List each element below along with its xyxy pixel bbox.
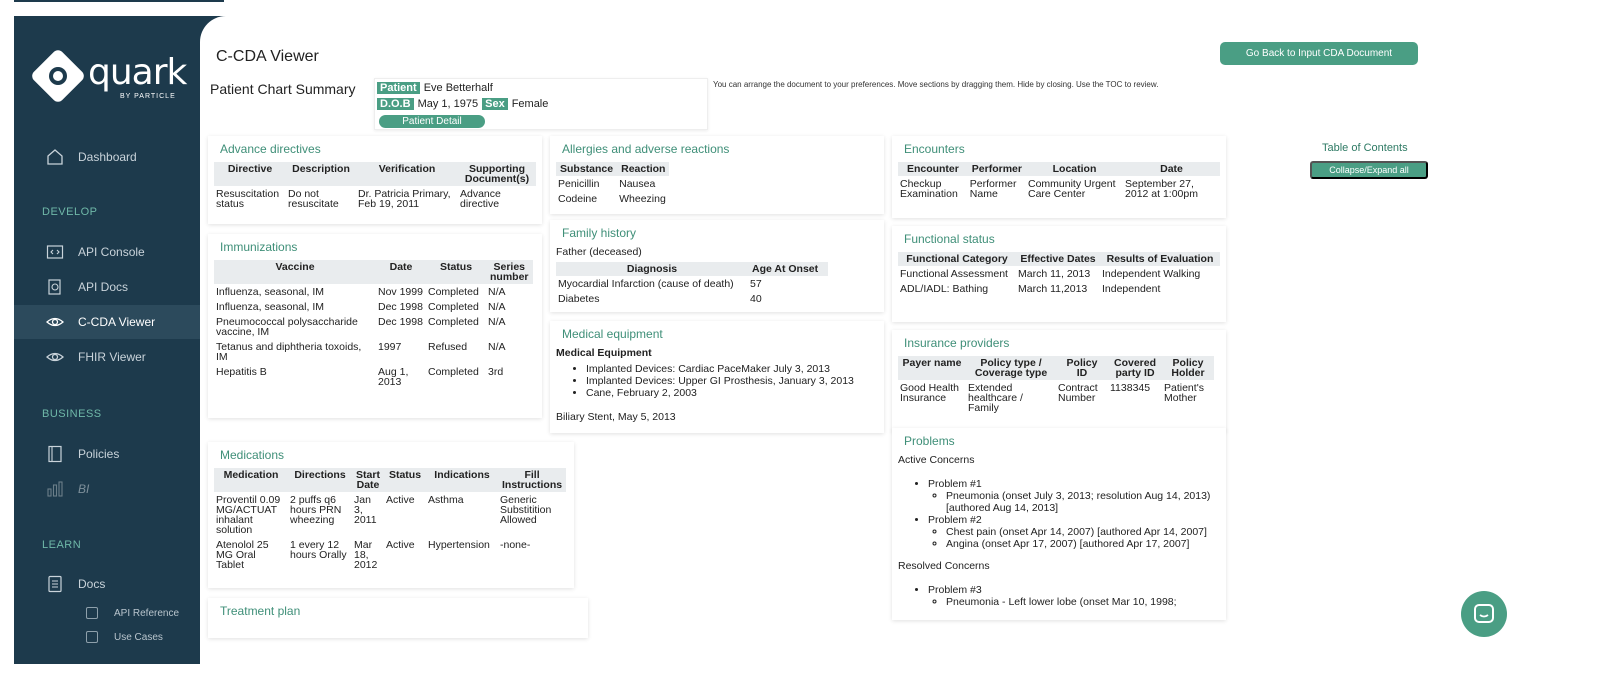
table-cell: N/A [488,341,506,353]
table-cell: Contract Number [1058,382,1098,404]
collapse-expand-all-button[interactable]: Collapse/Expand all [1310,161,1428,179]
section-title: Problems [904,434,955,448]
table-cell: Proventil 0.09 MG/ACTUAT inhalant solution [216,494,281,536]
section-title: Allergies and adverse reactions [562,142,730,156]
table-row [898,281,1220,296]
problem-label: Problem #3 [928,584,982,596]
sidebar-item-dashboard[interactable] [14,140,200,174]
folder-icon [86,631,98,643]
table-cell: Hypertension [428,539,490,551]
table-cell: Dr. Patricia Primary, Feb 19, 2011 [358,188,451,210]
family-relation: Father (deceased) [556,246,642,258]
table-header: Location [1026,162,1123,176]
list-item: • Implanted Devices: Cardiac PaceMaker July 3, 2013 [586,363,878,375]
table-cell: ADL/IADL: Bathing [900,283,989,295]
table-cell: Jan 3, 2011 [354,494,377,526]
table-header: Reaction [617,162,669,176]
table-header: Policy ID [1056,356,1108,380]
sidebar-item-api-reference[interactable] [14,602,200,624]
insurance-providers-card[interactable] [892,330,1226,432]
sidebar-item-api-docs[interactable] [14,270,200,304]
medical-equipment-card[interactable] [550,321,884,433]
section-title: Advance directives [220,142,321,156]
table-cell: Hepatitis B [216,366,267,378]
active-problems-list [928,478,1220,550]
table-header: Indications [426,468,498,492]
section-title: Treatment plan [220,604,301,618]
table-cell: Dec 1998 [378,301,423,313]
table-cell: Community Urgent Care Center [1028,178,1116,200]
table-cell: N/A [488,316,506,328]
dob-tag: D.O.B [377,98,414,110]
table-header: Encounter [898,162,968,176]
main-content [200,16,1600,664]
table-row [898,266,1220,281]
table-cell: Do not resuscitate [288,188,339,210]
table-cell: Tetanus and diphtheria toxoids, IM [216,341,362,363]
table-cell: 3rd [488,366,504,378]
problem-label: Problem #2 [928,514,982,526]
table-row [898,176,1220,201]
table-cell: Performer Name [969,178,1017,200]
table-cell: Good Health Insurance [900,382,959,404]
logo-word: quark [88,52,187,93]
table-cell: 1997 [378,341,402,353]
list-item: ◦ Angina (onset Apr 17, 2007) [authored Apr 17, 2007] [946,538,1220,550]
medications-card[interactable] [208,442,574,588]
table-row [214,186,536,211]
encounters-card[interactable] [892,136,1226,218]
section-develop: DEVELOP [42,206,98,218]
table-cell: Mar 18, 2012 [354,539,378,571]
equipment-footer: Biliary Stent, May 5, 2013 [556,411,676,423]
family-history-card[interactable] [550,220,884,312]
list-item: ◦ Chest pain (onset Apr 14, 2007) [authored Apr 14, 2007] [946,526,1220,538]
table-cell: Advance directive [460,188,501,210]
book-icon [46,445,64,463]
list-item: • Implanted Devices: Upper GI Prosthesis, January 3, 2013 [586,375,878,387]
quark-logo[interactable] [32,48,192,104]
section-title: Family history [562,226,637,240]
table-header: Series number [486,260,533,284]
table-cell: 1138345 [1110,382,1151,394]
list-item [928,514,1220,550]
sidebar-item-label: FHIR Viewer [78,350,146,364]
table-header: Substance [556,162,617,176]
table-cell: 1 every 12 hours Orally [290,539,347,561]
sidebar-item-fhir-viewer[interactable] [14,340,200,374]
table-cell: Active [386,539,415,551]
home-icon [46,148,64,166]
table-cell: Refused [428,341,468,353]
table-header: Status [384,468,426,492]
table-header: Vaccine [214,260,376,284]
table-row [214,314,533,339]
immunizations-card[interactable] [208,234,542,418]
table-header: Age At Onset [748,262,828,276]
treatment-plan-card[interactable] [208,598,588,638]
table-cell: Atenolol 25 MG Oral Tablet [216,539,269,571]
patient-detail-button[interactable]: Patient Detail [379,115,485,128]
table-cell: N/A [488,301,506,313]
table-cell: March 11, 2013 [1018,268,1091,280]
table-row [556,276,828,291]
patient-info-box [374,78,708,130]
page-title: C-CDA Viewer [216,48,319,65]
table-header: Policy Holder [1162,356,1214,380]
list-item [928,584,1220,608]
table-header: Supporting Document(s) [458,162,536,186]
table-cell: Aug 1, 2013 [378,366,409,388]
page-subtitle: Patient Chart Summary [210,81,356,97]
docs-icon [46,278,64,296]
table-cell: Completed [428,316,479,328]
sidebar-item-api-console[interactable] [14,235,200,269]
list-item: ◦ Pneumonia (onset July 3, 2013; resolution Aug 14, 2013) [authored Aug 14, 2013] [946,490,1220,514]
functional-status-card[interactable] [892,226,1226,322]
table-cell: Diabetes [558,293,600,305]
table-cell: Functional Assessment [900,268,1008,280]
advance-directives-card[interactable] [208,136,542,224]
table-row [214,537,566,572]
sidebar-item-label: API Console [78,245,145,259]
arrange-hint: You can arrange the document to your preferences. Move sections by dragging them. Hide by closing. Use the TOC to review. [713,80,1159,89]
table-cell: Completed [428,286,479,298]
patient-sex: Female [511,98,549,110]
table-header: Effective Dates [1016,252,1100,266]
table-cell: Penicillin [558,178,600,190]
family-history-table [556,262,828,306]
table-cell: 40 [750,293,762,305]
table-row [556,176,669,191]
table-header: Payer name [898,356,966,380]
table-cell: Independent Walking [1102,268,1201,280]
problem-label: Problem #1 [928,478,982,490]
resolved-problems-list [928,584,1220,608]
sidebar-item-label: C-CDA Viewer [78,315,156,329]
section-title: Immunizations [220,240,298,254]
table-header: Date [1123,162,1220,176]
list-item: • Cane, February 2, 2003 [586,387,878,399]
sidebar-item-label: API Reference [114,607,180,619]
table-cell: Codeine [558,193,598,205]
top-accent-line [14,0,224,2]
table-cell: Active [386,494,415,506]
encounters-table [898,162,1220,201]
patient-tag: Patient [377,82,420,94]
table-cell: Resuscitation status [216,188,280,210]
section-learn: LEARN [42,539,82,551]
table-row [556,191,669,206]
sidebar-item-label: BI [78,482,90,496]
go-back-button[interactable]: Go Back to Input CDA Document [1220,42,1418,65]
allergies-card[interactable] [550,136,884,214]
table-cell: Extended healthcare / Family [968,382,1023,414]
sidebar [14,16,200,664]
table-header: Covered party ID [1108,356,1162,380]
chat-launcher-button[interactable] [1461,591,1507,637]
sidebar-item-label: Docs [78,577,106,591]
table-cell: 2 puffs q6 hours PRN wheezing [290,494,342,526]
toc-title: Table of Contents [1322,142,1408,154]
sidebar-item-policies[interactable] [14,437,200,471]
table-header: Policy type / Coverage type [966,356,1056,380]
sidebar-item-c-cda-viewer[interactable] [14,305,200,339]
resolved-concerns-label: Resolved Concerns [898,560,990,572]
table-header: Verification [356,162,458,186]
table-cell: Dec 1998 [378,316,423,328]
quark-logo-icon [30,48,87,105]
sidebar-item-label: Policies [78,447,120,461]
file-icon [86,607,98,619]
table-row [214,299,533,314]
problems-card[interactable] [892,428,1226,620]
table-header: Results of Evaluation [1100,252,1220,266]
table-row [556,291,828,306]
table-header: Status [426,260,486,284]
bar-chart-icon [46,480,64,498]
immunizations-table [214,260,533,389]
table-header: Description [286,162,356,186]
table-cell: Nov 1999 [378,286,423,298]
eye-icon [46,313,64,331]
section-business: BUSINESS [42,408,102,420]
table-header: Start Date [352,468,384,492]
table-header: Date [376,260,426,284]
chat-icon [1472,602,1496,626]
equipment-list [586,363,878,399]
table-cell: Myocardial Infarction (cause of death) [558,278,734,290]
sidebar-item-label: Use Cases [114,631,163,643]
table-cell: September 27, 2012 at 1:00pm [1125,178,1198,200]
table-cell: Asthma [428,494,464,506]
patient-name: Eve Betterhalf [423,82,493,94]
sidebar-item-docs[interactable] [14,567,200,601]
table-row [214,284,533,299]
insurance-table [898,356,1214,415]
equipment-heading: Medical Equipment [556,347,652,359]
table-row [214,364,533,389]
table-cell: N/A [488,286,506,298]
table-cell: Wheezing [619,193,666,205]
table-cell: Pneumococcal polysaccharide vaccine, IM [216,316,358,338]
table-cell: -none- [500,539,531,551]
document-icon [46,575,64,593]
table-cell: Patient's Mother [1164,382,1204,404]
active-concerns-label: Active Concerns [898,454,975,466]
list-item: ◦ Pneumonia - Left lower lobe (onset Mar 10, 1998; [946,596,1220,608]
table-header: Medication [214,468,288,492]
sidebar-item-bi[interactable] [14,472,200,506]
table-row [214,339,533,364]
section-title: Medical equipment [562,327,663,341]
sex-tag: Sex [482,98,508,110]
table-header: Fill Instructions [498,468,566,492]
advance-directives-table [214,162,536,211]
sidebar-item-label: API Docs [78,280,129,294]
section-title: Encounters [904,142,965,156]
sidebar-item-use-cases[interactable] [14,626,200,648]
sidebar-item-label: Dashboard [78,150,137,164]
eye-icon [46,348,64,366]
table-cell: Nausea [619,178,656,190]
table-header: Diagnosis [556,262,748,276]
section-title: Medications [220,448,285,462]
table-header: Directive [214,162,286,186]
list-item [928,478,1220,514]
table-cell: 57 [750,278,762,290]
table-cell: Completed [428,366,479,378]
patient-dob: May 1, 1975 [417,98,479,110]
table-cell: Influenza, seasonal, IM [216,286,324,298]
table-header: Functional Category [898,252,1016,266]
table-row [214,492,566,537]
table-cell: March 11,2013 [1018,283,1088,295]
table-header: Directions [288,468,352,492]
section-title: Insurance providers [904,336,1010,350]
allergies-table [556,162,669,206]
medications-table [214,468,566,572]
functional-status-table [898,252,1220,296]
table-row [898,380,1214,415]
table-cell: Independent [1102,283,1161,295]
table-cell: Completed [428,301,479,313]
table-cell: Influenza, seasonal, IM [216,301,324,313]
logo-subtext: BY PARTICLE [120,93,176,100]
table-cell: Generic Substitition Allowed [500,494,552,526]
section-title: Functional status [904,232,995,246]
table-header: Performer [968,162,1026,176]
code-icon [46,243,64,261]
table-cell: Checkup Examination [900,178,958,200]
